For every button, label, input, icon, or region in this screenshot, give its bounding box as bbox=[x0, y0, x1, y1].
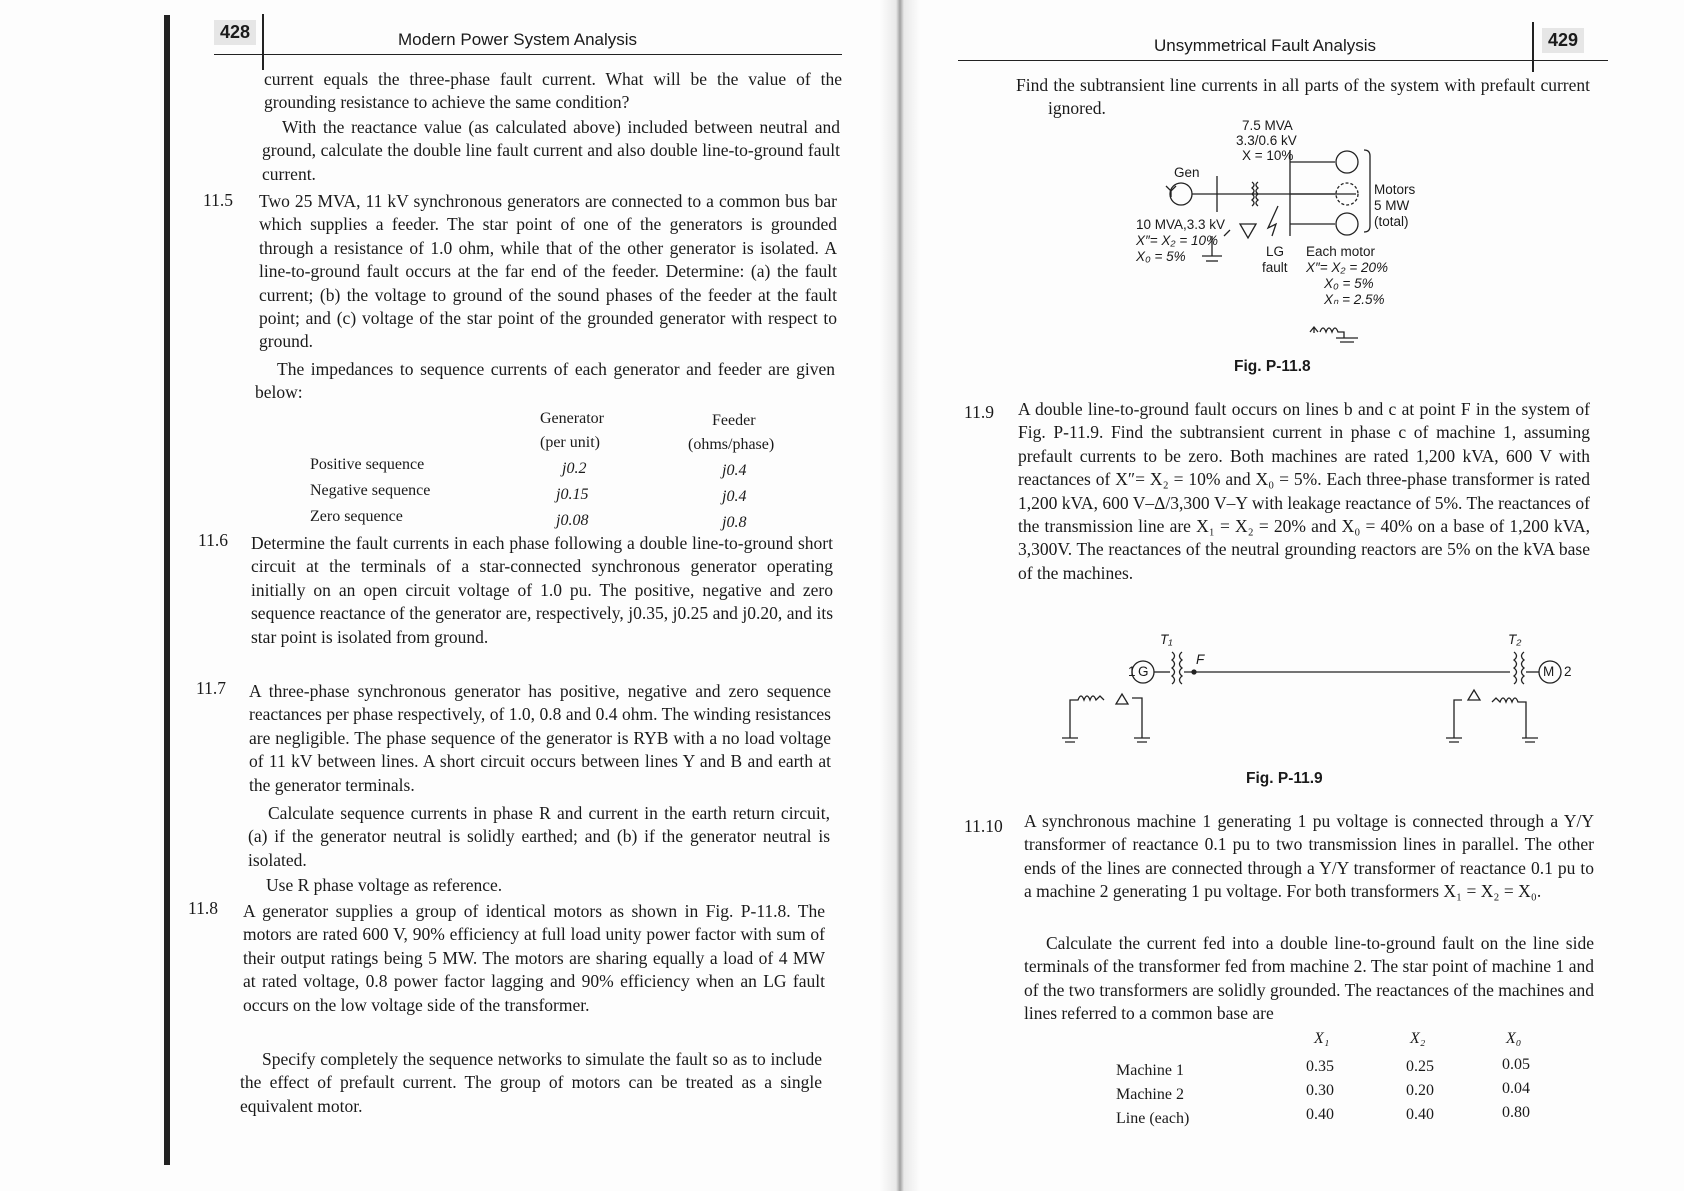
fig-label: X″= X₂ = 10% bbox=[1136, 233, 1218, 248]
fault-point bbox=[1192, 670, 1196, 674]
fig-label: T₁ bbox=[1160, 632, 1173, 647]
paragraph-continued: current equals the three-phase fault current. What will be the value of the grounding resistance to achieve the same condition? bbox=[264, 69, 842, 113]
problem-11-8-text: A generator supplies a group of identical motors as shown in Fig. P-11.8. The motors are rated 600 V, 90% efficiency at full load unity power factor with sum of their output ratings being 5 MW. The motors are sharing equally a load of 4 MW at rated voltage, 0.8 power factor lagging and 90% efficiency when an LG fault occurs on the low voltage side of the transformer. bbox=[243, 901, 825, 1015]
fig-label: 10 MVA,3.3 kV bbox=[1136, 217, 1226, 232]
fig-label: G bbox=[1138, 664, 1149, 679]
table-row-label: Line (each) bbox=[1116, 1110, 1190, 1127]
fig-label: Gen bbox=[1174, 165, 1200, 180]
table-cell: 0.20 bbox=[1406, 1082, 1434, 1099]
fig-label: F bbox=[1196, 652, 1205, 667]
fig-label: X = 10% bbox=[1242, 148, 1294, 163]
grounding-reactor-2 bbox=[1468, 690, 1538, 742]
fig-label: 7.5 MVA bbox=[1242, 118, 1293, 133]
table-cell: 0.04 bbox=[1502, 1080, 1530, 1097]
table-cell: 0.05 bbox=[1502, 1056, 1530, 1073]
table-col-head: X₀ bbox=[1506, 1030, 1522, 1047]
fig-label: X₀ = 5% bbox=[1136, 249, 1186, 264]
fig-label: Motors bbox=[1374, 182, 1416, 197]
problem-11-7-text3: Use R phase voltage as reference. bbox=[266, 875, 503, 895]
fig-label: 2 bbox=[1564, 664, 1572, 679]
table-row-label: Machine 2 bbox=[1116, 1086, 1184, 1103]
transformer-t1-symbol bbox=[1172, 652, 1182, 684]
table-col-head: X₁ bbox=[1314, 1030, 1330, 1047]
table-cell: 0.30 bbox=[1306, 1082, 1334, 1099]
problem-number: 11.9 bbox=[964, 402, 994, 422]
figure-caption: Fig. P-11.8 bbox=[1234, 358, 1311, 375]
table-cell: j0.4 bbox=[722, 488, 747, 505]
fig-label: 1 bbox=[1128, 664, 1136, 679]
table-col-sub: (ohms/phase) bbox=[688, 436, 775, 453]
table-cell: 0.40 bbox=[1406, 1106, 1434, 1123]
problem-11-10-text: A synchronous machine 1 generating 1 pu voltage is connected through a Y/Y transformer of reactance 0.1 pu to two transmission lines in parallel. The other ends of the lines are connected through a Y/Y transformer of reactance 0.1 pu to a machine 2 generating 1 pu voltage. For both transformers X₁ = X₂ = X₀. bbox=[1024, 811, 1594, 902]
page-number: 429 bbox=[1542, 28, 1584, 53]
paragraph-continued-2: With the reactance value (as calculated above) included between neutral and ground, calculate the double line fault current and also double line-to-ground fault current. bbox=[262, 117, 840, 184]
fig-label: 5 MW bbox=[1374, 198, 1410, 213]
fig-label: 3.3/0.6 kV bbox=[1236, 133, 1297, 148]
grounding-reactor-1 bbox=[1062, 696, 1104, 742]
wye-t2 bbox=[1446, 700, 1462, 742]
table-cell: 0.40 bbox=[1306, 1106, 1334, 1123]
figure-caption: Fig. P-11.9 bbox=[1246, 770, 1323, 787]
right-page bbox=[900, 0, 1684, 1191]
problem-11-7-text: A three-phase synchronous generator has positive, negative and zero sequence reactances per phase respectively, of 1.0, 0.8 and 0.4 ohm. The winding resistances are negligible. The phase sequence of the generator is RYB with a no load voltage of 11 kV between lines. A short circuit occurs between lines Y and B and earth at the generator terminals. bbox=[249, 681, 831, 795]
table-row-label: Zero sequence bbox=[310, 508, 403, 525]
problem-number: 11.8 bbox=[188, 898, 218, 918]
transformer-t2-symbol bbox=[1514, 652, 1524, 684]
running-header: Modern Power System Analysis bbox=[398, 30, 638, 49]
table-row-label: Positive sequence bbox=[310, 456, 425, 473]
table-col-head: X₂ bbox=[1410, 1030, 1426, 1047]
problem-11-6-text: Determine the fault currents in each phase following a double line-to-ground short circuit at the terminals of a star-connected synchronous generator operating initially on an open circuit voltage of 1.0 pu. The positive, negative and zero sequence reactance of the generator are, respectively, j0.35, j0.25 and j0.20, and its star point is isolated from ground. bbox=[251, 533, 833, 647]
problem-number: 11.7 bbox=[196, 678, 226, 698]
fig-label: M bbox=[1543, 664, 1555, 679]
fig-9-diagram bbox=[900, 0, 1684, 800]
table-col-sub: (per unit) bbox=[540, 434, 600, 451]
table-row-label: Negative sequence bbox=[310, 482, 431, 499]
table-row-label: Machine 1 bbox=[1116, 1062, 1184, 1079]
running-header: Unsymmetrical Fault Analysis bbox=[1154, 36, 1377, 55]
table-cell: j0.2 bbox=[562, 460, 587, 477]
table-col-head: Generator bbox=[540, 410, 604, 427]
intro-text: Find the subtransient line currents in all parts of the system with prefault current ignored. bbox=[1016, 75, 1590, 119]
problem-11-5-text2: The impedances to sequence currents of each generator and feeder are given below: bbox=[255, 359, 835, 403]
table-cell: j0.08 bbox=[556, 512, 589, 529]
problem-11-8-text2: Specify completely the sequence networks to simulate the fault so as to include the effect of prefault current. The group of motors can be treated as a single equivalent motor. bbox=[240, 1049, 822, 1116]
table-col-head: Feeder bbox=[712, 412, 756, 429]
fig-label: T₂ bbox=[1508, 632, 1522, 647]
fig-label: LG bbox=[1266, 244, 1285, 259]
fig-label: Each motor bbox=[1306, 244, 1376, 259]
table-cell: 0.80 bbox=[1502, 1104, 1530, 1121]
fig-label: fault bbox=[1262, 260, 1288, 275]
fig-label: X₀ = 5% bbox=[1324, 276, 1374, 291]
header-rule bbox=[214, 54, 842, 55]
fig-label: (total) bbox=[1374, 214, 1409, 229]
problem-11-5-text: Two 25 MVA, 11 kV synchronous generators are connected to a common bus bar which supplies a feeder. The star point of one of the generators is grounded through a resistance of 1.0 ohm, while that of the other generator is isolated. A line-to-ground fault occurs at the far end of the feeder. Determine: (a) the fault current; (b) the voltage to ground of the sound phases of the feeder at the fault point; and (c) voltage of the star point of the grounded generator with respect to ground. bbox=[259, 191, 837, 352]
problem-11-9-text: A double line-to-ground fault occurs on lines b and c at point F in the system of Fig. P-11.9. Find the subtransient current in phase c of machine 1, assuming prefault currents to be zero. Both machines are rated 1,200 kVA, 600 V with reactances of X″= X₂ = 10% and X₀ = 5%. Each three-phase transformer is rated 1,200 kVA, 600 V–Δ/3,300 V–Y with leakage reactance of 5%. The reactances of the transmission line are X₁ = X₂ = 20% and X₀ = 40% on a base of 1,200 kVA, 3,300V. The reactances of the neutral grounding reactors are 5% on the kVA base of the machines. bbox=[1018, 399, 1590, 583]
table-cell: j0.15 bbox=[556, 486, 589, 503]
problem-number: 11.5 bbox=[203, 190, 233, 210]
fig-label: Xₙ = 2.5% bbox=[1324, 292, 1385, 307]
page-number: 428 bbox=[214, 20, 256, 45]
problem-11-10-text2: Calculate the current fed into a double line-to-ground fault on the line side terminals of the transformer fed from machine 2. The star point of machine 1 and of the two transformers are solidly grounded. The reactances of the machines and lines referred to a common base are bbox=[1024, 933, 1594, 1024]
table-cell: j0.8 bbox=[722, 514, 747, 531]
delta-wye-t1 bbox=[1116, 694, 1150, 742]
problem-11-7-text2: Calculate sequence currents in phase R and current in the earth return circuit, (a) if the generator neutral is solidly earthed; and (b) if the generator neutral is isolated. bbox=[248, 803, 830, 870]
table-cell: 0.25 bbox=[1406, 1058, 1434, 1075]
header-tick bbox=[262, 14, 264, 70]
table-cell: j0.4 bbox=[722, 462, 747, 479]
fig-label: X″= X₂ = 20% bbox=[1306, 260, 1388, 275]
page-edge-bar bbox=[164, 15, 170, 1165]
table-cell: 0.35 bbox=[1306, 1058, 1334, 1075]
problem-number: 11.6 bbox=[198, 530, 228, 550]
problem-number: 11.10 bbox=[964, 816, 1003, 836]
